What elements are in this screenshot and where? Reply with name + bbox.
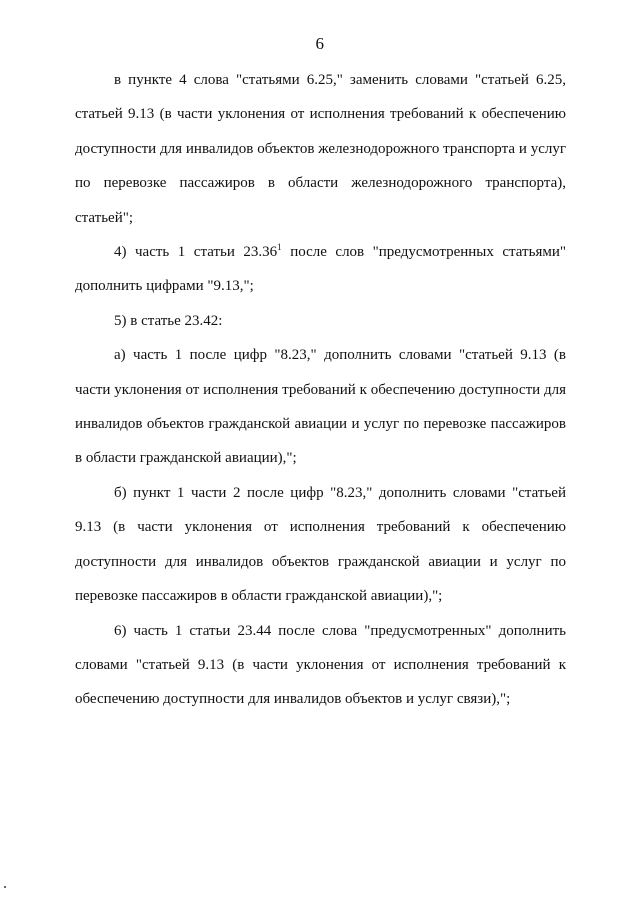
scan-dot-mark <box>4 886 6 888</box>
paragraph-item-4 <box>75 235 566 304</box>
article-superscript: 1 <box>277 242 282 253</box>
paragraph-item-5a: а) часть 1 после цифр "8.23," дополнить словами "статьей 9.13 (в части уклонения от исполнения требований к обеспечению доступности для инвалидов объектов гражданской авиации и услуг по перевозке пассажиров в области гражданской авиации),"; <box>75 347 566 467</box>
paragraph-item-4-text-rest: после слов "предусмотренных статьями" дополнить цифрами "9.13,"; <box>75 244 566 295</box>
paragraph-item-4-text: 4) часть 1 статьи 23.36 <box>114 244 278 261</box>
page-number: 6 <box>315 34 325 53</box>
paragraph-amend-point-4: в пункте 4 слова "статьями 6.25," заменить словами "статьей 6.25, статьей 9.13 (в части уклонения от исполнения требований к обеспечению доступности для инвалидов объектов железнодорожного транспорта и услуг по перевозке пассажиров в области железнодорожного транспорта), статьей"; <box>75 72 566 226</box>
document-body <box>75 63 566 717</box>
paragraph-item-5b: б) пункт 1 части 2 после цифр "8.23," дополнить словами "статьей 9.13 (в части уклонения от исполнения требований к обеспечению доступности для инвалидов объектов гражданской авиации и услуг по перевозке пассажиров в области гражданской авиации),"; <box>75 484 566 605</box>
paragraph-item-6: 6) часть 1 статьи 23.44 после слова "предусмотренных" дополнить словами "статьей 9.13 (в части уклонения от исполнения требований к обеспечению доступности для инвалидов объектов и услуг связи),"; <box>75 622 566 708</box>
paragraph-item-5: 5) в статье 23.42: <box>114 312 223 329</box>
